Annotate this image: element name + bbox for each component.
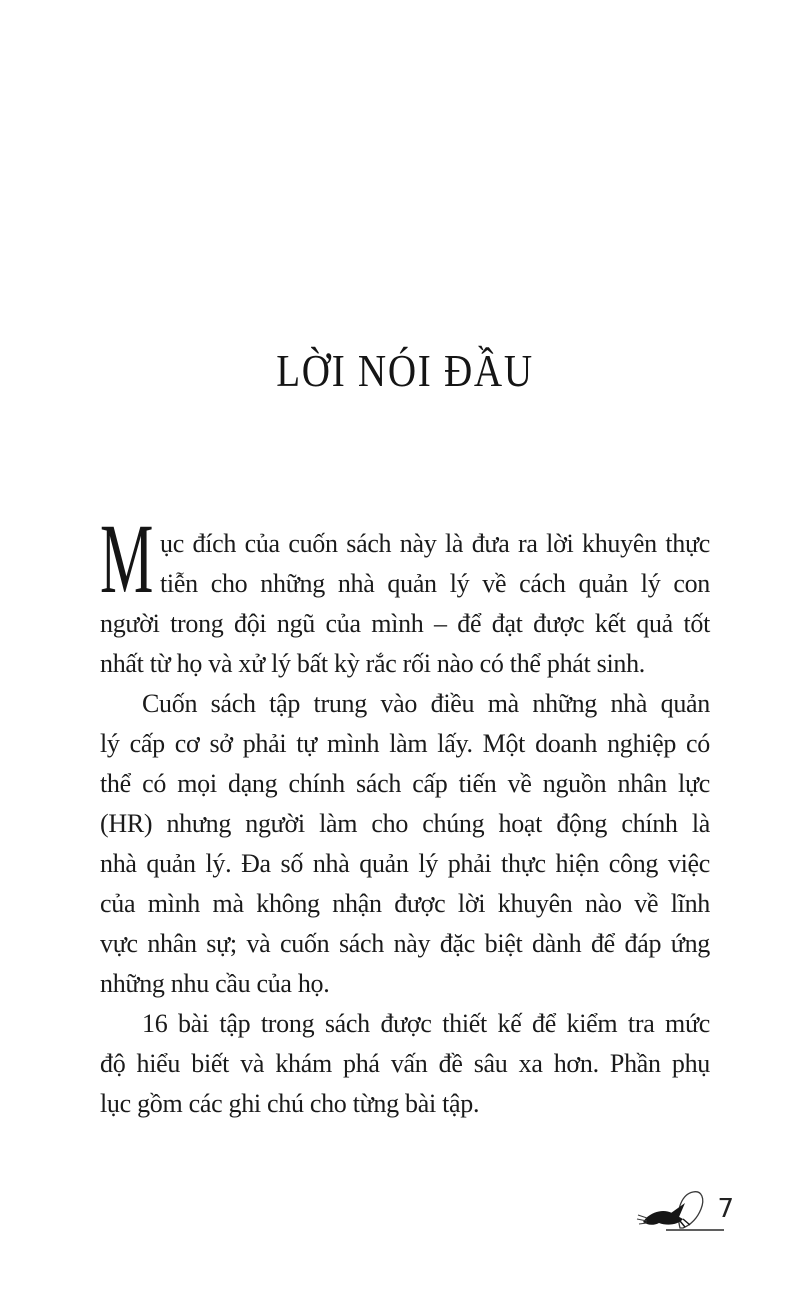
chapter-title: LỜI NÓI ĐẦU — [276, 345, 534, 396]
text-line: (HR) nhưng người làm cho chúng hoạt động chính là — [100, 809, 710, 838]
page-number: 7 — [717, 1194, 734, 1224]
text-line: người trong đội ngũ của mình – để đạt được kết quả tốt — [100, 609, 710, 638]
text-line: thể có mọi dạng chính sách cấp tiến về nguồn nhân lực — [100, 769, 710, 798]
text-line: những nhu cầu của họ. — [100, 969, 330, 998]
text-line: vực nhân sự; và cuốn sách này đặc biệt dành để đáp ứng — [100, 929, 710, 958]
body-text — [100, 503, 710, 1124]
text-line: 16 bài tập trong sách được thiết kế để kiểm tra mức — [142, 1009, 710, 1038]
paragraph-focus — [100, 684, 710, 1004]
text-line: của mình mà không nhận được lời khuyên nào về lĩnh — [100, 889, 710, 918]
text-line: lý cấp cơ sở phải tự mình làm lấy. Một doanh nghiệp có — [100, 729, 710, 758]
text-line: độ hiểu biết và khám phá vấn đề sâu xa hơn. Phần phụ — [100, 1049, 710, 1078]
text-line: lục gồm các ghi chú cho từng bài tập. — [100, 1089, 480, 1118]
text-line: ục đích của cuốn sách này là đưa ra lời khuyên thực — [160, 529, 710, 558]
text-line: Cuốn sách tập trung vào điều mà những nhà quản — [142, 689, 710, 718]
text-line: tiễn cho những nhà quản lý về cách quản lý con — [160, 569, 710, 598]
page-footer — [636, 1186, 740, 1238]
text-line: nhà quản lý. Đa số nhà quản lý phải thực hiện công việc — [100, 849, 710, 878]
paragraph-exercises — [100, 1004, 710, 1124]
text-line: nhất từ họ và xử lý bất kỳ rắc rối nào có thể phát sinh. — [100, 649, 645, 678]
drop-cap: M — [100, 503, 154, 614]
paragraph-intro — [100, 503, 710, 684]
